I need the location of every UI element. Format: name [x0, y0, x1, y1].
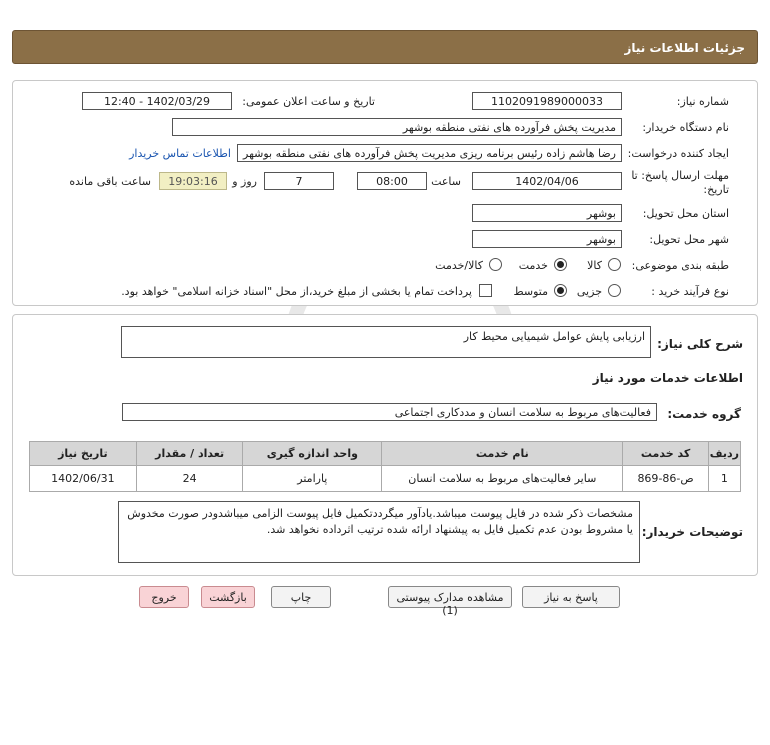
- category-option-service: خدمت: [518, 259, 548, 272]
- process-option-minor: جزیی: [576, 285, 602, 298]
- remaining-label: ساعت باقی مانده: [69, 175, 151, 188]
- process-option-medium: متوسط: [513, 285, 548, 298]
- province-field: بوشهر: [472, 204, 622, 222]
- details-panel: [12, 80, 758, 306]
- col-need-date: تاریخ نیاز: [30, 442, 137, 466]
- page-title: جزئیات اطلاعات نیاز: [624, 41, 745, 55]
- days-label: روز و: [232, 175, 257, 188]
- process-label: نوع فرآیند خرید :: [651, 285, 729, 298]
- announce-label: تاریخ و ساعت اعلان عمومی:: [242, 95, 375, 108]
- services-section-title: اطلاعات خدمات مورد نیاز: [592, 371, 743, 385]
- province-label: استان محل تحویل:: [642, 207, 729, 220]
- cell-service-code: ص-86-869: [623, 466, 708, 492]
- category-radio-goods[interactable]: [608, 258, 621, 271]
- col-quantity: تعداد / مقدار: [136, 442, 243, 466]
- page-header: [12, 30, 758, 64]
- cell-need-date: 1402/06/31: [30, 466, 137, 492]
- need-number-field: 1102091989000033: [472, 92, 622, 110]
- remaining-time-chip: 19:03:16: [159, 172, 227, 190]
- days-field: 7: [264, 172, 334, 190]
- cell-row: 1: [708, 466, 740, 492]
- needs-panel: [12, 314, 758, 576]
- treasury-payment-note: پرداخت تمام یا بخشی از مبلغ خرید،از محل "اسناد خزانه اسلامی" خواهد بود.: [121, 285, 472, 298]
- buyer-notes-field: مشخصات ذکر شده در فایل پیوست میباشد.یادآور میگرددتکمیل فایل پیوست الزامی میباشدودر صورت مخدوش یا مشروط بودن عدم تکمیل فایل به پیشنهاد ارائه شده ترتیب اثرداده نخواهد شد.: [118, 501, 640, 563]
- category-option-goods-service: کالا/خدمت: [435, 259, 483, 272]
- city-label: شهر محل تحویل:: [649, 233, 729, 246]
- category-option-goods: کالا: [587, 259, 602, 272]
- col-service-name: نام خدمت: [382, 442, 623, 466]
- exit-button[interactable]: خروج: [139, 586, 189, 608]
- col-service-code: کد خدمت: [623, 442, 708, 466]
- requester-field: رضا هاشم زاده رئیس برنامه ریزی مدیریت پخش فرآورده های نفتی منطقه بوشهر: [237, 144, 622, 162]
- reply-button[interactable]: پاسخ به نیاز: [522, 586, 620, 608]
- print-button[interactable]: چاپ: [271, 586, 331, 608]
- summary-field: ارزیابی پایش عوامل شیمیایی محیط کار: [121, 326, 651, 358]
- process-radio-medium[interactable]: [554, 284, 567, 297]
- back-button[interactable]: بازگشت: [201, 586, 255, 608]
- deadline-date-field: 1402/04/06: [472, 172, 622, 190]
- need-number-label: شماره نیاز:: [676, 95, 729, 108]
- col-row: ردیف: [708, 442, 740, 466]
- announce-field: 1402/03/29 - 12:40: [82, 92, 232, 110]
- requester-label: ایجاد کننده درخواست:: [627, 147, 729, 160]
- process-radio-minor[interactable]: [608, 284, 621, 297]
- table-row: [30, 466, 741, 492]
- cell-service-name: سایر فعالیت‌های مربوط به سلامت انسان: [382, 466, 623, 492]
- deadline-time-field: 08:00: [357, 172, 427, 190]
- deadline-label-date: تاریخ:: [703, 183, 729, 196]
- city-field: بوشهر: [472, 230, 622, 248]
- view-attachments-button[interactable]: مشاهده مدارک پیوستی (1): [388, 586, 512, 608]
- deadline-label: مهلت ارسال پاسخ: تا: [631, 169, 729, 182]
- cell-unit: پارامتر: [243, 466, 382, 492]
- treasury-payment-checkbox[interactable]: [479, 284, 492, 297]
- cell-quantity: 24: [136, 466, 243, 492]
- service-group-field: فعالیت‌های مربوط به سلامت انسان و مددکاری اجتماعی: [122, 403, 657, 421]
- buyer-contact-link[interactable]: اطلاعات تماس خریدار: [129, 147, 231, 160]
- services-table: [29, 441, 741, 492]
- services-table-header: [30, 442, 741, 466]
- summary-label: شرح کلی نیاز:: [657, 337, 743, 351]
- category-radio-goods-service[interactable]: [489, 258, 502, 271]
- buyer-org-field: مدیریت پخش فرآورده های نفتی منطقه بوشهر: [172, 118, 622, 136]
- deadline-time-label: ساعت: [431, 175, 461, 188]
- buyer-org-label: نام دستگاه خریدار:: [642, 121, 729, 134]
- category-radio-service[interactable]: [554, 258, 567, 271]
- service-group-label: گروه خدمت:: [667, 407, 741, 421]
- col-unit: واحد اندازه گیری: [243, 442, 382, 466]
- buyer-notes-label: توضیحات خریدار:: [641, 525, 743, 539]
- category-label: طبقه بندی موضوعی:: [631, 259, 729, 272]
